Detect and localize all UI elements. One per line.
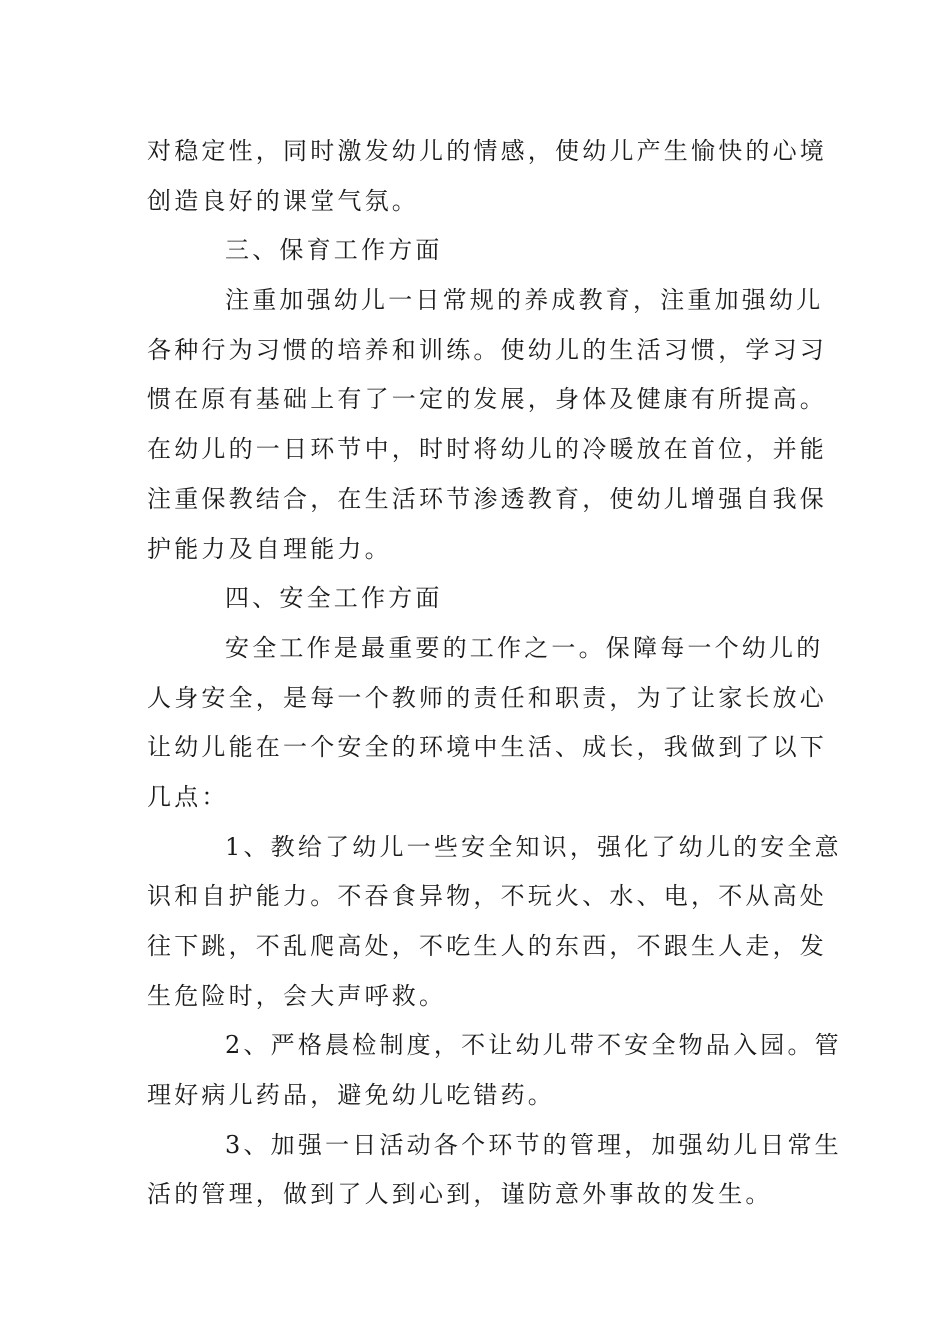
document-body (147, 127, 842, 1220)
text-line: 生危险时，会大声呼救。 (147, 981, 447, 1010)
list-item: 1、教给了幼儿一些安全知识，强化了幼儿的安全意 (225, 832, 842, 861)
text-line: 安全工作是最重要的工作之一。保障每一个幼儿的 (225, 633, 824, 662)
list-item: 3、加强一日活动各个环节的管理，加强幼儿日常生 (225, 1130, 842, 1159)
text-line: 注重加强幼儿一日常规的养成教育，注重加强幼儿 (225, 286, 824, 315)
text-line: 各种行为习惯的培养和训练。使幼儿的生活习惯，学习习 (147, 335, 827, 364)
text-line: 几点： (147, 782, 229, 811)
text-line: 人身安全，是每一个教师的责任和职责，为了让家长放心 (147, 683, 827, 712)
text-line: 惯在原有基础上有了一定的发展，身体及健康有所提高。 (147, 385, 827, 414)
text-line: 在幼儿的一日环节中，时时将幼儿的冷暖放在首位，并能 (147, 435, 827, 464)
text-line: 识和自护能力。不吞食异物，不玩火、水、电，不从高处 (147, 882, 827, 911)
section-heading: 四、安全工作方面 (225, 584, 443, 613)
text-line: 活的管理，做到了人到心到，谨防意外事故的发生。 (147, 1180, 773, 1209)
text-line: 注重保教结合，在生活环节渗透教育，使幼儿增强自我保 (147, 484, 827, 513)
text-line: 创造良好的课堂气氛。 (147, 186, 419, 215)
text-line: 对稳定性，同时激发幼儿的情感，使幼儿产生愉快的心境 (147, 137, 827, 165)
list-item: 2、严格晨检制度，不让幼儿带不安全物品入园。管 (225, 1031, 842, 1060)
text-line: 往下跳，不乱爬高处，不吃生人的东西，不跟生人走，发 (147, 932, 827, 960)
text-line: 理好病儿药品，避免幼儿吃错药。 (147, 1081, 555, 1110)
text-line: 护能力及自理能力。 (147, 534, 392, 563)
section-heading: 三、保育工作方面 (225, 236, 443, 265)
text-line: 让幼儿能在一个安全的环境中生活、成长，我做到了以下 (147, 733, 827, 762)
